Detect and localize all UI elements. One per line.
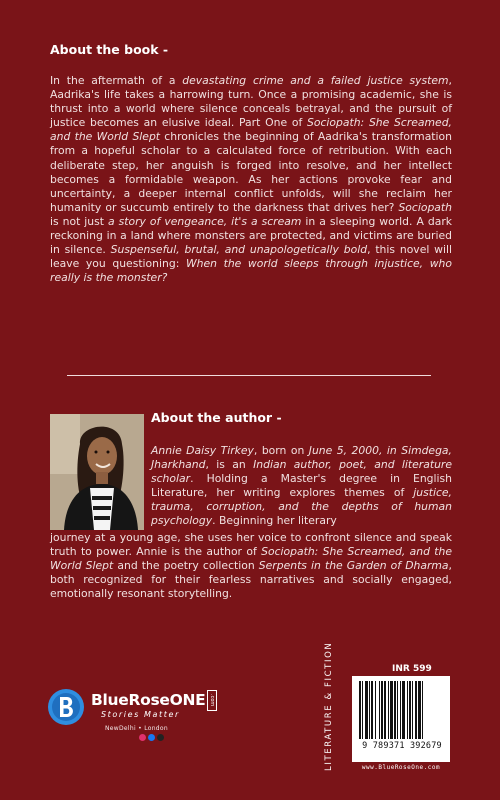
x-icon	[157, 734, 164, 741]
publisher-name	[91, 691, 205, 709]
genre-label	[324, 642, 340, 792]
social-icons	[139, 734, 164, 741]
publisher-logo	[47, 688, 222, 752]
about-book-heading: About the book -	[50, 42, 169, 57]
publisher-website: www.BlueRoseOne.com	[361, 764, 441, 771]
author-bio-part-2: journey at a young age, she uses her voice to confront silence and speak truth to power. Annie is the author of Sociopath: She Screamed, and the World Slept and the poetry collection Serpents in the Garden of Dharma, both recognized for their fearless narratives and socially engaged, emotionally resonant storytelling.	[50, 531, 453, 601]
section-divider	[67, 375, 431, 376]
isbn-number: 9 789371 392679	[362, 741, 442, 751]
price-label: INR 599	[392, 664, 432, 674]
publisher-name-part-1: BlueRose	[91, 691, 170, 709]
facebook-icon	[148, 734, 155, 741]
barcode-icon	[359, 681, 443, 741]
author-bio-part-1: Annie Daisy Tirkey, born on June 5, 2000, in Simdega, Jharkhand, is an Indian author, poet, and literature scholar. Holding a Master's degree in English Literature, her writing explores themes of justice, trauma, corruption, and the depths of human psychology. Beginning her literary	[151, 444, 453, 528]
isbn-barcode	[352, 676, 450, 762]
publisher-cities: NewDelhi • London	[105, 725, 168, 732]
publisher-domain-badge: .com	[207, 690, 217, 711]
book-synopsis: In the aftermath of a devastating crime and a failed justice system, Aadrika's life takes a harrowing turn. Once a promising academic, she is thrust into a world where silence conceals betrayal, and the pursuit of justice becomes an elusive ideal. Part One of Sociopath: She Screamed, and the World Slept chronicles the beginning of Aadrika's transformation from a hopeful scholar to a calculated force of retribution. With each deliberate step, her anguish is forged into resolve, and her intellect becomes a formidable weapon. As her actions provoke fear and uncertainty, a deeper internal conflict unfolds, will she reclaim her humanity or succumb entirely to the darkness that drives her? Sociopath is not just a story of vengeance, it's a scream in a sleeping world. A dark reckoning in a land where monsters are protected, and victims are buried in silence. Suspenseful, brutal, and unapologetically bold, this novel will leave you questioning: When the world sleeps through injustice, who really is the monster?	[50, 74, 453, 285]
genre-text: LITERATURE & FICTION	[324, 642, 334, 772]
about-author-heading: About the author -	[151, 410, 282, 425]
instagram-icon	[139, 734, 146, 741]
author-photo	[50, 414, 144, 530]
bluerose-b-icon	[47, 688, 85, 726]
publisher-name-part-2: ONE	[169, 691, 206, 709]
publisher-tagline: Stories Matter	[101, 710, 180, 719]
